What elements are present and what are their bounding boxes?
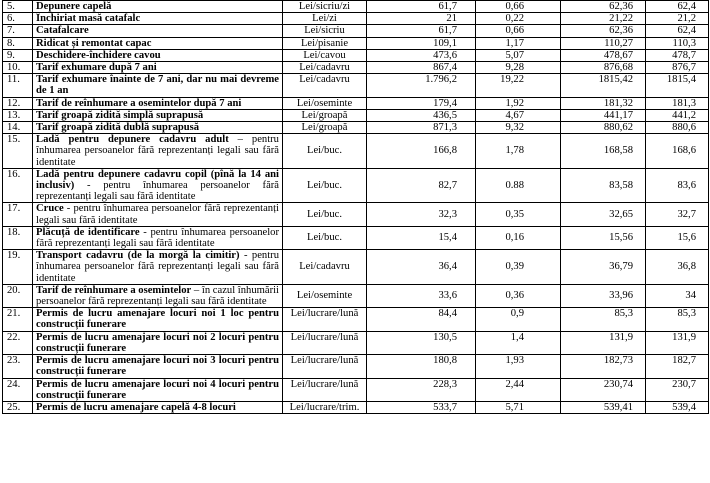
- table-row: [3, 37, 709, 49]
- service-title: Transport cadavru (de la morgă la cimitir): [36, 250, 240, 262]
- rounded-value: 876,7: [646, 62, 709, 74]
- total-value: 880,62: [561, 122, 646, 134]
- row-number: 21.: [3, 308, 33, 331]
- service-name: [33, 331, 283, 354]
- unit-of-measure: Lei/pisanie: [283, 37, 367, 49]
- tariff-value: 1.796,2: [367, 74, 476, 97]
- tax-value: 0,66: [476, 1, 561, 13]
- rounded-value: 15,6: [646, 226, 709, 249]
- tax-value: 9,32: [476, 122, 561, 134]
- tax-value: 9,28: [476, 62, 561, 74]
- service-title: Depunere capelă: [36, 1, 112, 12]
- service-name: [33, 284, 283, 307]
- service-title: Ladă pentru depunere cadavru copil (pînă la 14 ani inclusiv): [36, 168, 279, 192]
- row-number: 25.: [3, 401, 33, 413]
- row-number: 15.: [3, 134, 33, 169]
- row-number: 19.: [3, 250, 33, 285]
- tariff-value: 15,4: [367, 226, 476, 249]
- rounded-value: 85,3: [646, 308, 709, 331]
- unit-of-measure: Lei/groapă: [283, 109, 367, 121]
- service-title: Închiriat masă catafalc: [36, 13, 141, 25]
- service-title: Ridicat și remontat capac: [36, 37, 152, 49]
- service-title: Deschidere-închidere cavou: [36, 49, 161, 61]
- service-title: Permis de lucru amenajare locuri noi 3 locuri pentru construcții funerare: [36, 355, 279, 378]
- total-value: 85,3: [561, 308, 646, 331]
- service-note: - pentru înhumarea persoanelor fără reprezentanți legali sau fără identitate: [36, 203, 279, 226]
- row-number: 12.: [3, 97, 33, 109]
- service-title: Catafalcare: [36, 25, 89, 37]
- tax-value: 0,39: [476, 250, 561, 285]
- rounded-value: 62,4: [646, 25, 709, 37]
- table-row: [3, 97, 709, 109]
- service-note: - pentru înhumarea persoanelor fără reprezentanți legali sau fără identitate: [36, 250, 279, 284]
- total-value: 168,58: [561, 134, 646, 169]
- service-note: – în cazul înhumării persoanelor fără reprezentanți legali sau fără identitate: [36, 284, 279, 308]
- total-value: 441,17: [561, 109, 646, 121]
- table-row: [3, 109, 709, 121]
- unit-of-measure: Lei/sicriu: [283, 25, 367, 37]
- rounded-value: 539,4: [646, 401, 709, 413]
- table-row: [3, 203, 709, 226]
- rounded-value: 182,7: [646, 355, 709, 378]
- row-number: 11.: [3, 74, 33, 97]
- tax-value: 19,22: [476, 74, 561, 97]
- service-note: – pentru înhumarea persoanelor fără reprezentanți legali sau fără identitate: [36, 134, 279, 168]
- unit-of-measure: Lei/lucrare/lună: [283, 331, 367, 354]
- service-title: Tarif exhumare înainte de 7 ani, dar nu mai devreme de 1 an: [36, 74, 279, 97]
- tax-value: 2,44: [476, 378, 561, 401]
- table-row: [3, 355, 709, 378]
- total-value: 15,56: [561, 226, 646, 249]
- tariff-value: 473,6: [367, 49, 476, 61]
- table-row: [3, 49, 709, 61]
- service-name: [33, 226, 283, 249]
- service-name: [33, 401, 283, 413]
- tax-value: 4,67: [476, 109, 561, 121]
- tax-value: 1,92: [476, 97, 561, 109]
- unit-of-measure: Lei/cavou: [283, 49, 367, 61]
- service-title: Permis de lucru amenajare locuri noi 2 locuri pentru construcții funerare: [36, 331, 279, 354]
- unit-of-measure: Lei/lucrare/lună: [283, 308, 367, 331]
- tax-value: 0,35: [476, 203, 561, 226]
- total-value: 1815,42: [561, 74, 646, 97]
- rounded-value: 478,7: [646, 49, 709, 61]
- unit-of-measure: Lei/groapă: [283, 122, 367, 134]
- service-name: [33, 62, 283, 74]
- row-number: 7.: [3, 25, 33, 37]
- rounded-value: 1815,4: [646, 74, 709, 97]
- table-row: [3, 401, 709, 413]
- tariff-value: 84,4: [367, 308, 476, 331]
- service-name: [33, 203, 283, 226]
- tariff-value: 166,8: [367, 134, 476, 169]
- total-value: 539,41: [561, 401, 646, 413]
- rounded-value: 36,8: [646, 250, 709, 285]
- tariff-value: 109,1: [367, 37, 476, 49]
- service-title: Tarif de reînhumare a osemintelor după 7 ani: [36, 97, 242, 109]
- tax-value: 0,36: [476, 284, 561, 307]
- unit-of-measure: Lei/zi: [283, 13, 367, 25]
- tax-value: 1,78: [476, 134, 561, 169]
- tax-value: 0,9: [476, 308, 561, 331]
- service-name: [33, 308, 283, 331]
- tariff-value: 533,7: [367, 401, 476, 413]
- tariff-value: 436,5: [367, 109, 476, 121]
- service-name: [33, 97, 283, 109]
- service-title: Tarif de reînhumare a osemintelor: [36, 284, 192, 296]
- tariff-value: 130,5: [367, 331, 476, 354]
- row-number: 20.: [3, 284, 33, 307]
- table-row: [3, 134, 709, 169]
- tax-value: 1,4: [476, 331, 561, 354]
- unit-of-measure: Lei/cadavru: [283, 250, 367, 285]
- rounded-value: 441,2: [646, 109, 709, 121]
- tariff-value: 179,4: [367, 97, 476, 109]
- table-row: [3, 168, 709, 203]
- unit-of-measure: Lei/lucrare/lună: [283, 355, 367, 378]
- rounded-value: 230,7: [646, 378, 709, 401]
- tax-value: 5,07: [476, 49, 561, 61]
- service-note: - pentru înhumarea persoanelor fără reprezentanți legali sau fără identitate: [36, 226, 280, 250]
- rounded-value: 21,2: [646, 13, 709, 25]
- service-name: [33, 49, 283, 61]
- row-number: 8.: [3, 37, 33, 49]
- rounded-value: 62,4: [646, 1, 709, 13]
- tariff-value: 871,3: [367, 122, 476, 134]
- tax-value: 0,22: [476, 13, 561, 25]
- table-body: [3, 1, 709, 414]
- rounded-value: 168,6: [646, 134, 709, 169]
- table-row: [3, 250, 709, 285]
- unit-of-measure: Lei/lucrare/trim.: [283, 401, 367, 413]
- tariff-table: [2, 0, 709, 414]
- service-name: [33, 25, 283, 37]
- rounded-value: 32,7: [646, 203, 709, 226]
- service-name: [33, 355, 283, 378]
- unit-of-measure: Lei/sicriu/zi: [283, 1, 367, 13]
- tariff-value: 180,8: [367, 355, 476, 378]
- total-value: 33,96: [561, 284, 646, 307]
- table-row: [3, 378, 709, 401]
- table-row: [3, 62, 709, 74]
- row-number: 22.: [3, 331, 33, 354]
- table-row: [3, 13, 709, 25]
- total-value: 181,32: [561, 97, 646, 109]
- service-name: [33, 378, 283, 401]
- total-value: 32,65: [561, 203, 646, 226]
- rounded-value: 181,3: [646, 97, 709, 109]
- tariff-value: 33,6: [367, 284, 476, 307]
- table-row: [3, 331, 709, 354]
- service-name: [33, 1, 283, 13]
- tax-value: 5,71: [476, 401, 561, 413]
- total-value: 230,74: [561, 378, 646, 401]
- tariff-value: 32,3: [367, 203, 476, 226]
- tax-value: 0,66: [476, 25, 561, 37]
- total-value: 131,9: [561, 331, 646, 354]
- total-value: 110,27: [561, 37, 646, 49]
- tariff-value: 61,7: [367, 25, 476, 37]
- service-name: [33, 250, 283, 285]
- table-row: [3, 1, 709, 13]
- tax-value: 1,93: [476, 355, 561, 378]
- row-number: 10.: [3, 62, 33, 74]
- table-row: [3, 284, 709, 307]
- service-name: [33, 134, 283, 169]
- service-name: [33, 13, 283, 25]
- service-title: Plăcuță de identificare: [36, 226, 140, 238]
- service-title: Permis de lucru amenajare capelă 4-8 locuri: [36, 401, 236, 413]
- total-value: 62,36: [561, 1, 646, 13]
- service-title: Tarif exhumare după 7 ani: [36, 62, 157, 74]
- rounded-value: 880,6: [646, 122, 709, 134]
- row-number: 9.: [3, 49, 33, 61]
- table-row: [3, 226, 709, 249]
- row-number: 16.: [3, 168, 33, 203]
- total-value: 182,73: [561, 355, 646, 378]
- service-name: [33, 109, 283, 121]
- service-title: Permis de lucru amenajare locuri noi 4 locuri pentru construcții funerare: [36, 378, 279, 401]
- total-value: 83,58: [561, 168, 646, 203]
- table-row: [3, 308, 709, 331]
- service-name: [33, 37, 283, 49]
- unit-of-measure: Lei/buc.: [283, 226, 367, 249]
- unit-of-measure: Lei/buc.: [283, 203, 367, 226]
- tax-value: 0.88: [476, 168, 561, 203]
- service-note: - pentru înhumarea persoanelor fără reprezentanți legali sau fără identitate: [36, 180, 279, 203]
- row-number: 24.: [3, 378, 33, 401]
- service-title: Cruce: [36, 203, 64, 215]
- total-value: 62,36: [561, 25, 646, 37]
- total-value: 478,67: [561, 49, 646, 61]
- unit-of-measure: Lei/cadavru: [283, 74, 367, 97]
- table-row: [3, 74, 709, 97]
- unit-of-measure: Lei/lucrare/lună: [283, 378, 367, 401]
- rounded-value: 34: [646, 284, 709, 307]
- row-number: 14.: [3, 122, 33, 134]
- service-name: [33, 168, 283, 203]
- row-number: 18.: [3, 226, 33, 249]
- tariff-value: 61,7: [367, 1, 476, 13]
- unit-of-measure: Lei/buc.: [283, 168, 367, 203]
- total-value: 876,68: [561, 62, 646, 74]
- service-title: Ladă pentru depunere cadavru adult: [36, 134, 229, 146]
- table-row: [3, 25, 709, 37]
- rounded-value: 131,9: [646, 331, 709, 354]
- unit-of-measure: Lei/buc.: [283, 134, 367, 169]
- service-title: Tarif groapă zidită dublă suprapusă: [36, 122, 200, 134]
- tax-value: 0,16: [476, 226, 561, 249]
- unit-of-measure: Lei/oseminte: [283, 97, 367, 109]
- table-row: [3, 122, 709, 134]
- unit-of-measure: Lei/oseminte: [283, 284, 367, 307]
- unit-of-measure: Lei/cadavru: [283, 62, 367, 74]
- tax-value: 1,17: [476, 37, 561, 49]
- tariff-value: 228,3: [367, 378, 476, 401]
- tariff-value: 867,4: [367, 62, 476, 74]
- row-number: 23.: [3, 355, 33, 378]
- tariff-value: 36,4: [367, 250, 476, 285]
- row-number: 5.: [3, 1, 33, 13]
- service-name: [33, 74, 283, 97]
- row-number: 13.: [3, 109, 33, 121]
- rounded-value: 110,3: [646, 37, 709, 49]
- tariff-value: 82,7: [367, 168, 476, 203]
- rounded-value: 83,6: [646, 168, 709, 203]
- service-name: [33, 122, 283, 134]
- tariff-value: 21: [367, 13, 476, 25]
- row-number: 6.: [3, 13, 33, 25]
- row-number: 17.: [3, 203, 33, 226]
- service-title: Tarif groapă zidită simplă suprapusă: [36, 109, 204, 121]
- total-value: 21,22: [561, 13, 646, 25]
- total-value: 36,79: [561, 250, 646, 285]
- service-title: Permis de lucru amenajare locuri noi 1 loc pentru construcții funerare: [36, 308, 279, 331]
